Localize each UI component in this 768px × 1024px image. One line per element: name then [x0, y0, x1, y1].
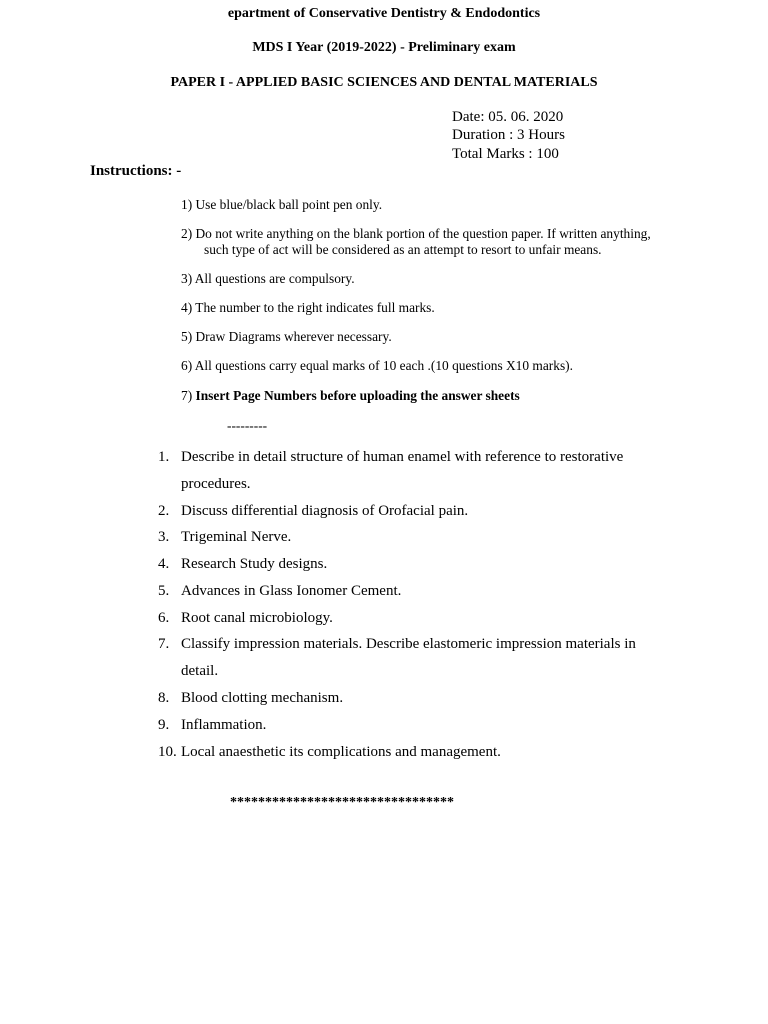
- question-text: Classify impression materials. Describe elastomeric impression materials in: [181, 636, 636, 652]
- total-marks: Total Marks : 100: [452, 146, 559, 162]
- question-number: 10.: [158, 744, 177, 760]
- instruction-item: 3) All questions are compulsory.: [181, 271, 355, 286]
- instructions-heading: Instructions: -: [90, 163, 182, 179]
- question-number: 6.: [158, 610, 170, 626]
- instruction-item: [181, 388, 520, 404]
- question-number: 2.: [158, 503, 170, 519]
- question-number: 4.: [158, 556, 170, 572]
- question-number: 3.: [158, 529, 170, 545]
- question-text: Inflammation.: [181, 717, 267, 733]
- question-text: Trigeminal Nerve.: [181, 529, 292, 545]
- department-heading: epartment of Conservative Dentistry & Endodontics: [227, 6, 541, 21]
- instruction-number: 7): [181, 388, 196, 403]
- instruction-item: 4) The number to the right indicates full marks.: [181, 300, 435, 315]
- question-text: Discuss differential diagnosis of Orofacial pain.: [181, 503, 469, 519]
- question-number: 1.: [158, 449, 170, 465]
- exam-duration: Duration : 3 Hours: [452, 127, 565, 143]
- instruction-item: 2) Do not write anything on the blank portion of the question paper. If written anything,: [181, 226, 651, 241]
- question-number: 8.: [158, 690, 170, 706]
- question-text-continued: procedures.: [181, 476, 251, 492]
- exam-date: Date: 05. 06. 2020: [452, 109, 564, 125]
- question-number: 7.: [158, 636, 170, 652]
- course-heading: MDS I Year (2019-2022) - Preliminary exam: [252, 40, 516, 55]
- end-of-paper-stars: ********************************: [230, 795, 454, 810]
- question-text: Describe in detail structure of human enamel with reference to restorative: [181, 449, 624, 465]
- instruction-item: 5) Draw Diagrams wherever necessary.: [181, 329, 392, 344]
- instruction-item: 6) All questions carry equal marks of 10 each .(10 questions X10 marks).: [181, 358, 573, 373]
- question-number: 9.: [158, 717, 170, 733]
- question-text: Advances in Glass Ionomer Cement.: [181, 583, 402, 599]
- question-number: 5.: [158, 583, 170, 599]
- question-text: Blood clotting mechanism.: [181, 690, 344, 706]
- instruction-item: 1) Use blue/black ball point pen only.: [181, 197, 383, 212]
- question-text-continued: detail.: [181, 663, 219, 679]
- question-text: Local anaesthetic its complications and management.: [181, 744, 501, 760]
- instruction-emphasis: Insert Page Numbers before uploading the answer sheets: [195, 388, 520, 403]
- paper-title: PAPER I - APPLIED BASIC SCIENCES AND DENTAL MATERIALS: [170, 75, 598, 90]
- separator: ---------: [227, 418, 268, 433]
- question-text: Research Study designs.: [181, 556, 328, 572]
- question-text: Root canal microbiology.: [181, 610, 333, 626]
- instruction-item-continued: such type of act will be considered as an attempt to resort to unfair means.: [204, 242, 602, 257]
